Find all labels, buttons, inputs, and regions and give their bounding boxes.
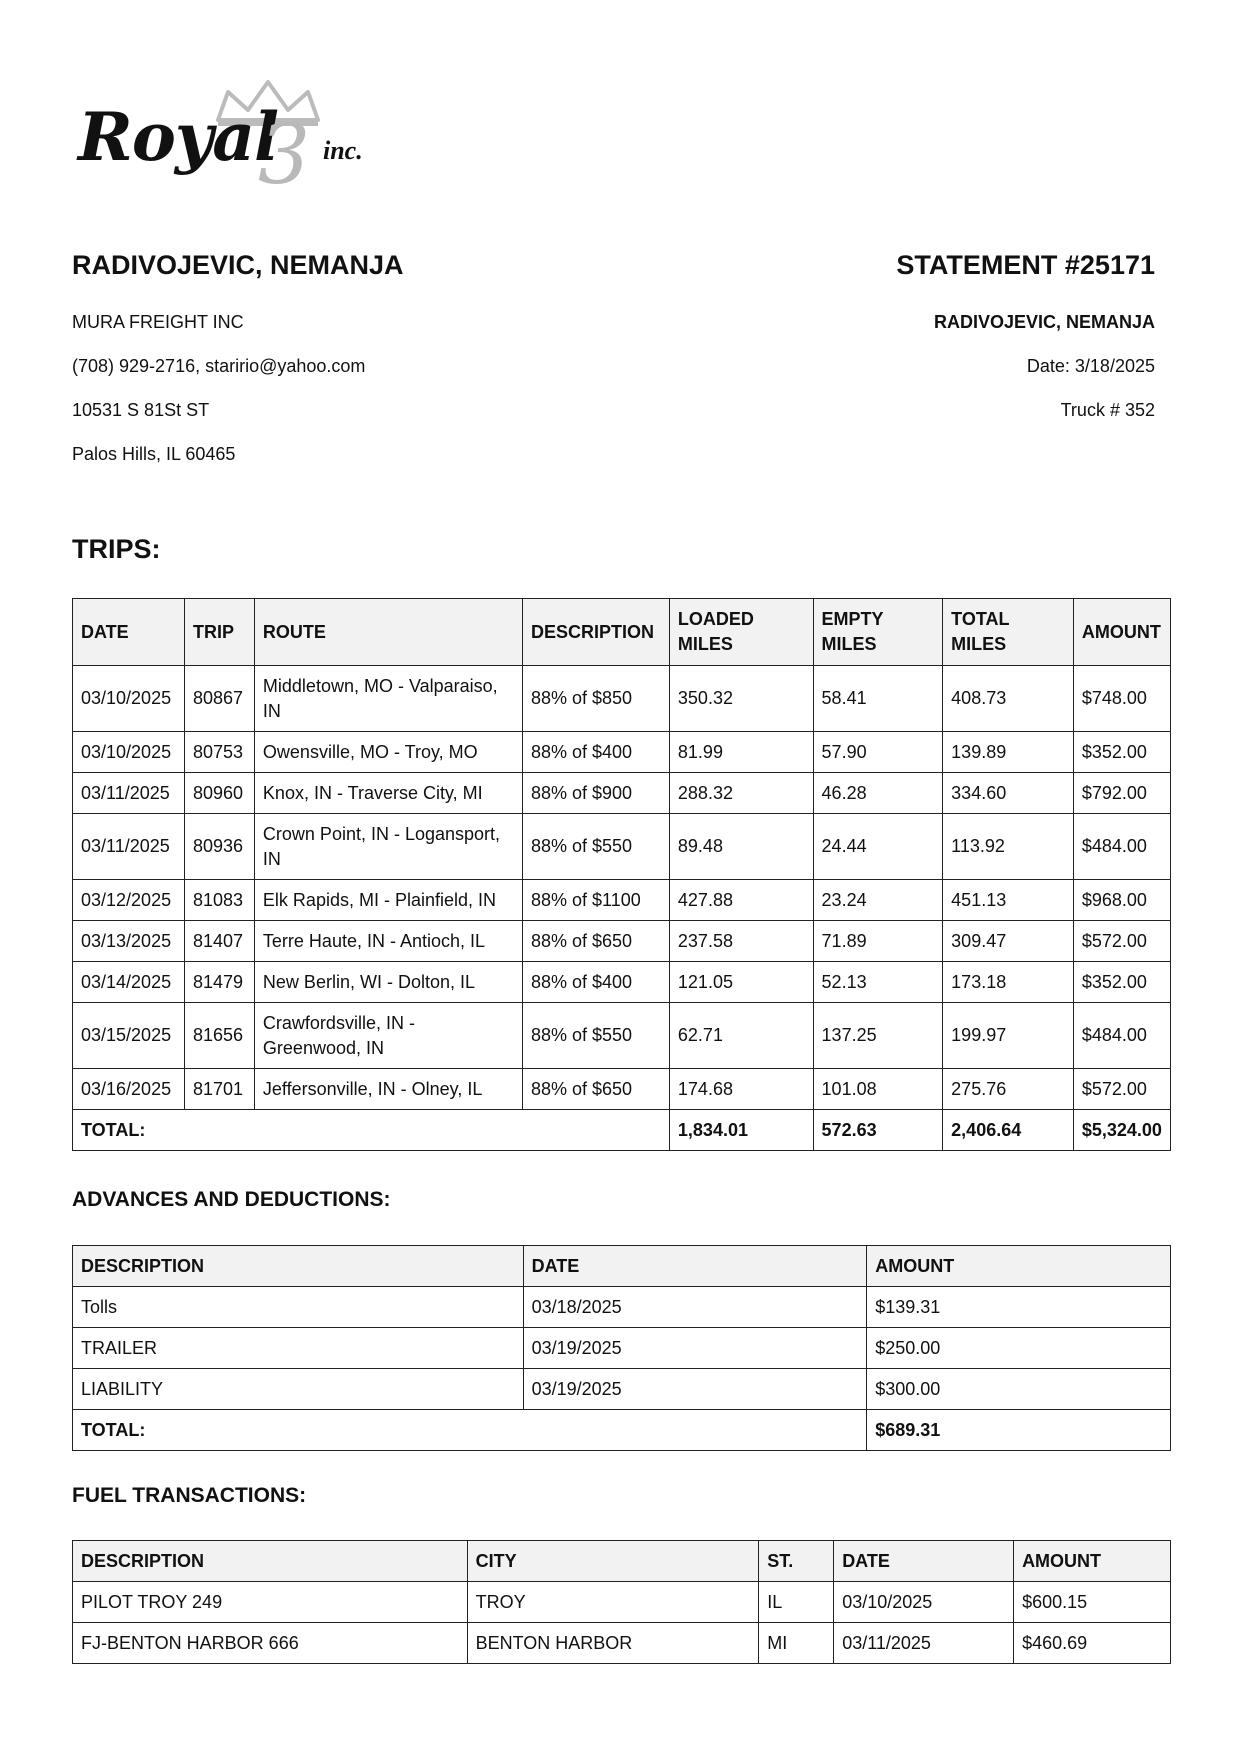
cell-description: 88% of $400: [522, 732, 669, 773]
cell-trip: 80936: [184, 814, 254, 880]
cell-description: 88% of $400: [522, 962, 669, 1003]
trips-table: [72, 598, 1171, 1151]
table-row: [73, 1003, 1171, 1069]
col-description: DESCRIPTION: [522, 599, 669, 666]
cell-amount: $968.00: [1073, 880, 1170, 921]
advances-table: [72, 1245, 1171, 1451]
col-trip: TRIP: [184, 599, 254, 666]
fuel-table: [72, 1540, 1171, 1664]
cell-total: 199.97: [943, 1003, 1074, 1069]
cell-empty: 101.08: [813, 1069, 943, 1110]
cell-empty: 46.28: [813, 773, 943, 814]
cell-date: 03/12/2025: [73, 880, 185, 921]
cell-empty: 23.24: [813, 880, 943, 921]
table-row: [73, 962, 1171, 1003]
address-line-1: 10531 S 81St ST: [72, 400, 210, 420]
truck-number: Truck # 352: [1060, 400, 1155, 420]
statement-name: RADIVOJEVIC, NEMANJA: [933, 312, 1155, 332]
cell-description: TRAILER: [73, 1328, 524, 1369]
col-loaded-miles: LOADED MILES: [669, 599, 813, 666]
trips-heading: TRIPS:: [72, 534, 161, 564]
fuel-heading: FUEL TRANSACTIONS:: [72, 1484, 307, 1507]
cell-route: Elk Rapids, MI - Plainfield, IN: [254, 880, 522, 921]
cell-empty: 71.89: [813, 921, 943, 962]
cell-description: 88% of $550: [522, 814, 669, 880]
cell-total: 451.13: [943, 880, 1074, 921]
cell-loaded: 237.58: [669, 921, 813, 962]
table-row: [73, 1623, 1171, 1664]
cell-loaded: 427.88: [669, 880, 813, 921]
cell-amount: $600.15: [1014, 1582, 1171, 1623]
cell-empty: 57.90: [813, 732, 943, 773]
logo-suffix: inc.: [323, 136, 363, 165]
cell-state: IL: [759, 1582, 834, 1623]
cell-route: Crown Point, IN - Logansport, IN: [254, 814, 522, 880]
statement-title: STATEMENT #25171: [896, 250, 1155, 280]
col-city: CITY: [467, 1541, 759, 1582]
total-empty-miles: 572.63: [813, 1110, 943, 1151]
cell-description: 88% of $850: [522, 666, 669, 732]
col-date: DATE: [73, 599, 185, 666]
table-row: [73, 1287, 1171, 1328]
cell-description: PILOT TROY 249: [73, 1582, 468, 1623]
cell-amount: $300.00: [867, 1369, 1171, 1410]
total-amount: $5,324.00: [1073, 1110, 1170, 1151]
company-name: MURA FREIGHT INC: [72, 312, 244, 332]
cell-total: 408.73: [943, 666, 1074, 732]
phone-email: (708) 929-2716, staririo@yahoo.com: [72, 356, 366, 376]
col-empty-miles: EMPTY MILES: [813, 599, 943, 666]
cell-trip: 80867: [184, 666, 254, 732]
cell-date: 03/10/2025: [73, 732, 185, 773]
cell-trip: 80753: [184, 732, 254, 773]
cell-city: TROY: [467, 1582, 759, 1623]
cell-date: 03/14/2025: [73, 962, 185, 1003]
logo-name: Royal: [78, 98, 279, 176]
cell-route: Knox, IN - Traverse City, MI: [254, 773, 522, 814]
cell-amount: $250.00: [867, 1328, 1171, 1369]
cell-total: 113.92: [943, 814, 1074, 880]
advances-heading: ADVANCES AND DEDUCTIONS:: [72, 1188, 391, 1211]
table-row: [73, 773, 1171, 814]
contact-block: [72, 311, 365, 487]
cell-total: 275.76: [943, 1069, 1074, 1110]
cell-trip: 80960: [184, 773, 254, 814]
table-header-row: [73, 1541, 1171, 1582]
table-row: [73, 666, 1171, 732]
cell-loaded: 350.32: [669, 666, 813, 732]
cell-trip: 81656: [184, 1003, 254, 1069]
cell-empty: 58.41: [813, 666, 943, 732]
cell-total: 173.18: [943, 962, 1074, 1003]
cell-total: 139.89: [943, 732, 1074, 773]
cell-amount: $792.00: [1073, 773, 1170, 814]
statement-info: [934, 311, 1155, 443]
cell-date: 03/16/2025: [73, 1069, 185, 1110]
cell-route: Terre Haute, IN - Antioch, IL: [254, 921, 522, 962]
table-row: [73, 1069, 1171, 1110]
cell-date: 03/10/2025: [834, 1582, 1014, 1623]
cell-loaded: 81.99: [669, 732, 813, 773]
cell-loaded: 89.48: [669, 814, 813, 880]
cell-date: 03/11/2025: [73, 814, 185, 880]
total-row: [73, 1110, 1171, 1151]
cell-loaded: 62.71: [669, 1003, 813, 1069]
col-date: DATE: [834, 1541, 1014, 1582]
cell-route: Middletown, MO - Valparaiso, IN: [254, 666, 522, 732]
table-row: [73, 814, 1171, 880]
cell-description: 88% of $550: [522, 1003, 669, 1069]
col-amount: AMOUNT: [1014, 1541, 1171, 1582]
cell-description: 88% of $1100: [522, 880, 669, 921]
cell-route: Owensville, MO - Troy, MO: [254, 732, 522, 773]
total-loaded-miles: 1,834.01: [669, 1110, 813, 1151]
cell-empty: 24.44: [813, 814, 943, 880]
table-row: [73, 1328, 1171, 1369]
cell-loaded: 288.32: [669, 773, 813, 814]
cell-route: New Berlin, WI - Dolton, IL: [254, 962, 522, 1003]
cell-description: LIABILITY: [73, 1369, 524, 1410]
col-route: ROUTE: [254, 599, 522, 666]
cell-loaded: 174.68: [669, 1069, 813, 1110]
address-line-2: Palos Hills, IL 60465: [72, 444, 236, 464]
cell-amount: $484.00: [1073, 1003, 1170, 1069]
cell-date: 03/11/2025: [73, 773, 185, 814]
cell-route: Jeffersonville, IN - Olney, IL: [254, 1069, 522, 1110]
col-description: DESCRIPTION: [73, 1246, 524, 1287]
cell-date: 03/11/2025: [834, 1623, 1014, 1664]
cell-description: 88% of $650: [522, 921, 669, 962]
company-logo: [78, 80, 388, 203]
table-row: [73, 732, 1171, 773]
cell-loaded: 121.05: [669, 962, 813, 1003]
total-miles: 2,406.64: [943, 1110, 1074, 1151]
total-amount: $689.31: [867, 1410, 1171, 1451]
table-row: [73, 880, 1171, 921]
cell-route: Crawfordsville, IN - Greenwood, IN: [254, 1003, 522, 1069]
cell-date: 03/19/2025: [523, 1328, 867, 1369]
total-label: TOTAL:: [73, 1410, 867, 1451]
col-amount: AMOUNT: [867, 1246, 1171, 1287]
cell-total: 334.60: [943, 773, 1074, 814]
cell-amount: $484.00: [1073, 814, 1170, 880]
cell-date: 03/10/2025: [73, 666, 185, 732]
cell-description: 88% of $900: [522, 773, 669, 814]
table-row: [73, 1369, 1171, 1410]
table-header-row: [73, 599, 1171, 666]
cell-amount: $572.00: [1073, 1069, 1170, 1110]
cell-empty: 52.13: [813, 962, 943, 1003]
table-row: [73, 921, 1171, 962]
cell-description: FJ-BENTON HARBOR 666: [73, 1623, 468, 1664]
cell-date: 03/18/2025: [523, 1287, 867, 1328]
table-header-row: [73, 1246, 1171, 1287]
table-row: [73, 1582, 1171, 1623]
col-state: ST.: [759, 1541, 834, 1582]
driver-name-heading: RADIVOJEVIC, NEMANJA: [72, 250, 404, 280]
cell-trip: 81701: [184, 1069, 254, 1110]
cell-description: Tolls: [73, 1287, 524, 1328]
cell-amount: $139.31: [867, 1287, 1171, 1328]
total-row: [73, 1410, 1171, 1451]
cell-state: MI: [759, 1623, 834, 1664]
cell-trip: 81479: [184, 962, 254, 1003]
col-amount: AMOUNT: [1073, 599, 1170, 666]
cell-trip: 81407: [184, 921, 254, 962]
cell-amount: $352.00: [1073, 732, 1170, 773]
cell-date: 03/15/2025: [73, 1003, 185, 1069]
cell-description: 88% of $650: [522, 1069, 669, 1110]
cell-amount: $572.00: [1073, 921, 1170, 962]
col-description: DESCRIPTION: [73, 1541, 468, 1582]
cell-amount: $460.69: [1014, 1623, 1171, 1664]
logo-numeral: 3: [258, 108, 311, 203]
statement-date: Date: 3/18/2025: [1026, 356, 1155, 376]
cell-date: 03/13/2025: [73, 921, 185, 962]
cell-trip: 81083: [184, 880, 254, 921]
col-date: DATE: [523, 1246, 867, 1287]
cell-amount: $352.00: [1073, 962, 1170, 1003]
cell-total: 309.47: [943, 921, 1074, 962]
cell-date: 03/19/2025: [523, 1369, 867, 1410]
total-label: TOTAL:: [73, 1110, 670, 1151]
cell-amount: $748.00: [1073, 666, 1170, 732]
cell-city: BENTON HARBOR: [467, 1623, 759, 1664]
cell-empty: 137.25: [813, 1003, 943, 1069]
col-total-miles: TOTAL MILES: [943, 599, 1074, 666]
